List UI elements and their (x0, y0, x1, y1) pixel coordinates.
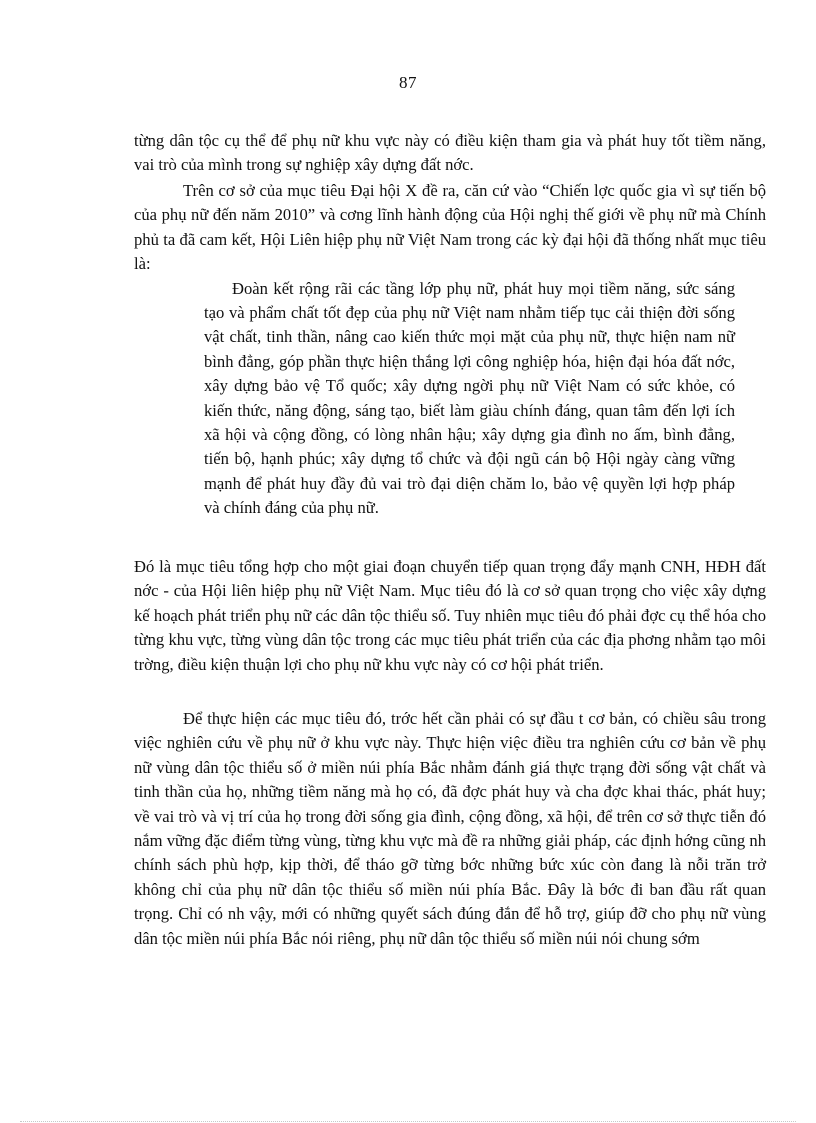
page-number: 87 (399, 73, 417, 92)
paragraph-continuation: từng dân tộc cụ thể để phụ nữ khu vực này có điều kiện tham gia và phát huy tốt tiềm năng, vai trò của mình trong sự nghiệp xây dựng đất nớc. (134, 131, 766, 175)
paragraph-implementation: Để thực hiện các mục tiêu đó, trớc hết cần phải có sự đầu t cơ bản, có chiều sâu trong việc nghiên cứu về phụ nữ ở khu vực này. Thực hiện việc điều tra nghiên cứu cơ bản về phụ nữ vùng dân tộc thiểu số ở miền núi phía Bắc nhằm đánh giá thực trạng đời sống vật chất và tinh thần của họ, những tiềm năng mà họ có, đã đợc phát huy và cha đợc khai thác, phát huy; về vai trò và vị trí của họ trong đời sống gia đình, cộng đồng, xã hội, để trên cơ sở thực tiễn đó nắm vững đặc điểm từng vùng, từng khu vực mà đề ra những giải pháp, các định hớng cũng nh chính sách phù hợp, kịp thời, để tháo gỡ từng bớc những bức xúc còn đang là nỗi trăn trở không chỉ của phụ nữ dân tộc thiểu số miền núi phía Bắc. Đây là bớc đi ban đầu rất quan trọng. Chỉ có nh vậy, mới có những quyết sách đúng đắn để hỗ trợ, giúp đỡ cho phụ nữ vùng dân tộc miền núi phía Bắc nói riêng, phụ nữ dân tộc thiểu số miền núi nói chung sớm (134, 709, 766, 948)
block-quote-objective: Đoàn kết rộng rãi các tầng lớp phụ nữ, phát huy mọi tiềm năng, sức sáng tạo và phẩm chất tốt đẹp của phụ nữ Việt nam nhằm tiếp tục cải thiện đời sống vật chất, tinh thần, nâng cao kiến thức mọi mặt của phụ nữ, thực hiện nam nữ bình đẳng, góp phần thực hiện thắng lợi công nghiệp hóa, hiện đại hóa đất nớc, xây dựng bảo vệ Tổ quốc; xây dựng ngời phụ nữ Việt Nam có sức khỏe, có kiến thức, năng động, sáng tạo, biết làm giàu chính đáng, quan tâm đến lợi ích xã hội và cộng đồng, có lòng nhân hậu; xây dựng gia đình no ấm, bình đẳng, tiến bộ, hạnh phúc; xây dựng tổ chức và đội ngũ cán bộ Hội ngày càng vững mạnh để phát huy đầy đủ vai trò đại diện chăm lo, bảo vệ quyền lợi hợp pháp và chính đáng của phụ nữ. (204, 278, 735, 518)
bottom-dotted-rule (20, 1121, 796, 1122)
paragraph-summary: Đó là mục tiêu tổng hợp cho một giai đoạn chuyển tiếp quan trọng đẩy mạnh CNH, HĐH đất nớc - của Hội liên hiệp phụ nữ Việt Nam. Mục tiêu đó là cơ sở quan trọng cho việc xây dựng kế hoạch phát triển phụ nữ các dân tộc thiểu số. Tuy nhiên mục tiêu đó phải đợc cụ thể hóa cho từng khu vực, từng vùng dân tộc trong các mục tiêu phát triển của các địa phơng nhằm tạo môi trờng, điều kiện thuận lợi cho phụ nữ khu vực này có cơ hội phát triển. (134, 557, 766, 674)
text-block-top (134, 129, 766, 178)
text-block-bottom (134, 707, 766, 951)
text-block-objective (134, 179, 766, 521)
paragraph-intro: Trên cơ sở của mục tiêu Đại hội X đề ra, căn cứ vào “Chiến lợc quốc gia vì sự tiến bộ của phụ nữ đến năm 2010” và cơng lĩnh hành động của Hội nghị thế giới về phụ nữ mà Chính phủ ta đã cam kết, Hội Liên hiệp phụ nữ Việt Nam trong các kỳ đại hội đã thống nhất mục tiêu là: (134, 181, 766, 274)
text-block-middle (134, 555, 766, 677)
